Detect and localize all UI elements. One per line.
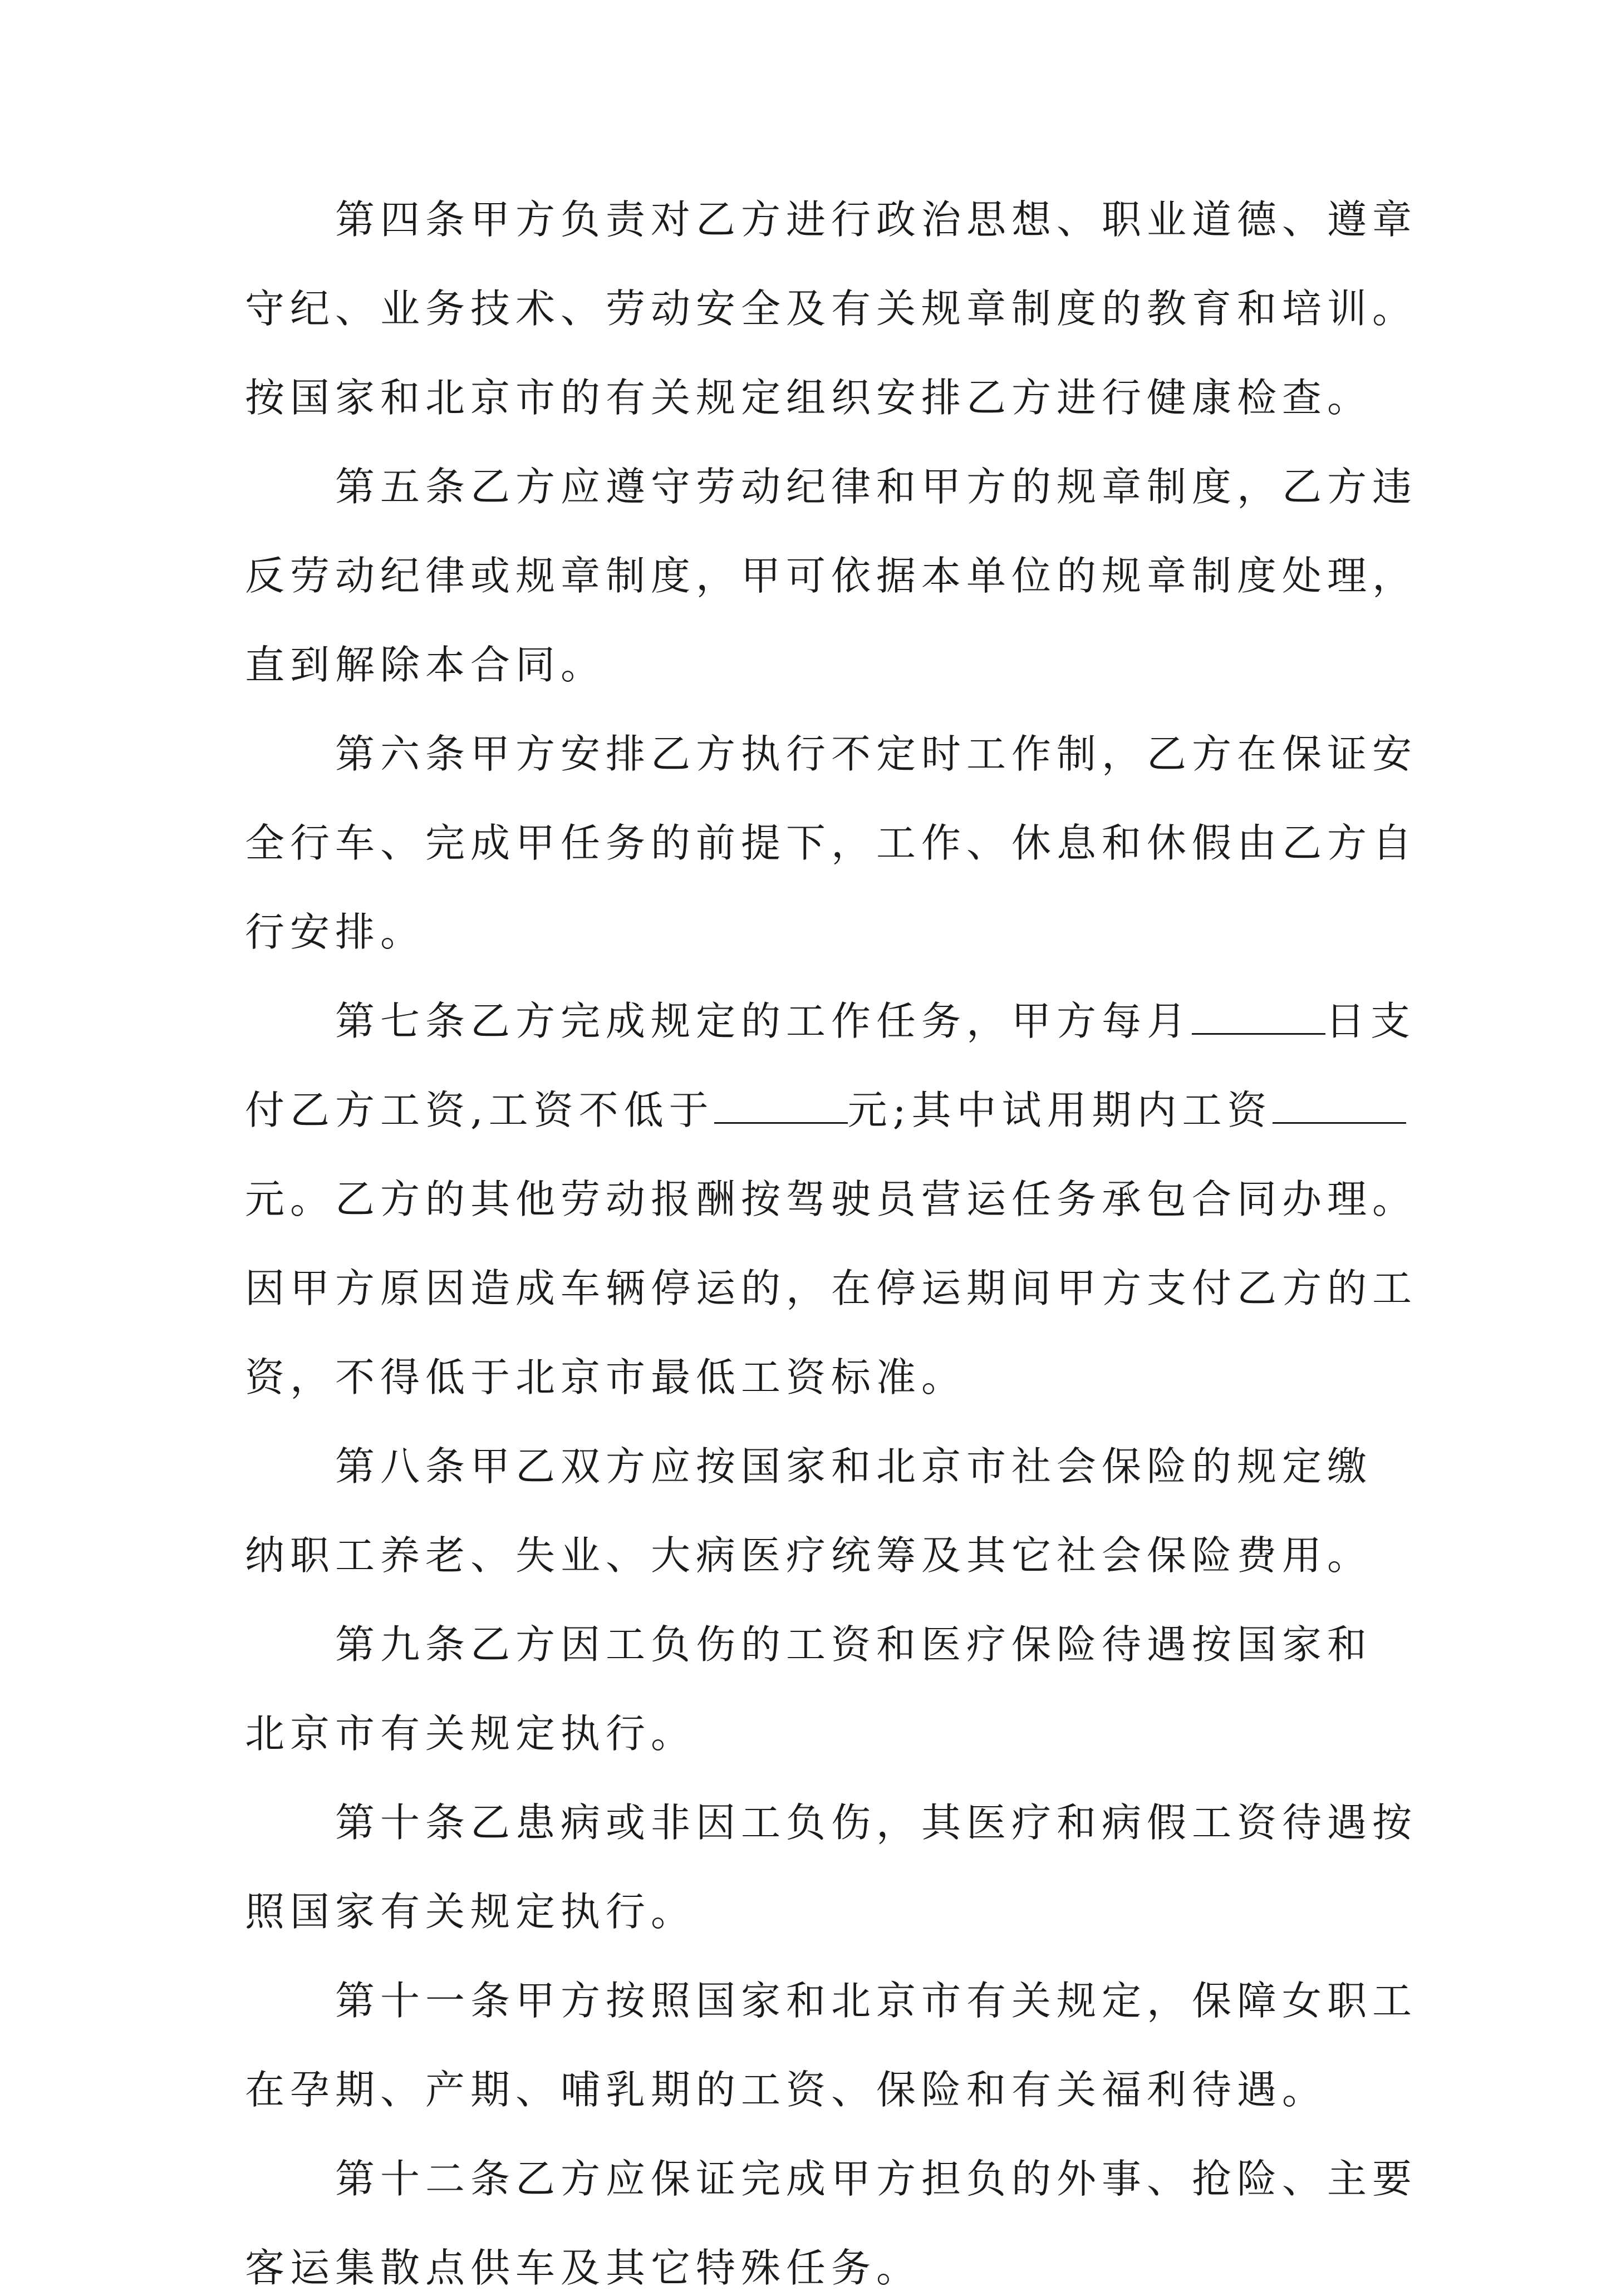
article-5: [245, 459, 1418, 726]
article-7-line-5: 资，不得低于北京市最低工资标准。: [245, 1354, 967, 1400]
article-10-line-2: 照国家有关规定执行。: [245, 1889, 696, 1935]
payday-blank: [1192, 994, 1325, 1035]
article-7-line-2-mid: 元;其中试用期内工资: [847, 1087, 1273, 1133]
article-11-line-2: 在孕期、产期、哺乳期的工资、保险和有关福利待遇。: [245, 2067, 1328, 2113]
article-4: [245, 192, 1418, 459]
article-7-line-1: [245, 994, 1416, 1049]
article-12-line-1: 第十二条乙方应保证完成甲方担负的外事、抢险、主要: [335, 2156, 1418, 2202]
article-9-line-2: 北京市有关规定执行。: [245, 1710, 696, 1757]
article-4-line-3: 按国家和北京市的有关规定组织安排乙方进行健康检查。: [245, 375, 1373, 421]
article-7-line-1-tail: 日支: [1325, 998, 1416, 1044]
article-6-line-3: 行安排。: [245, 909, 426, 955]
article-6-line-2: 全行车、完成甲任务的前提下，工作、休息和休假由乙方自: [245, 820, 1418, 866]
article-6-line-1: 第六条甲方安排乙方执行不定时工作制，乙方在保证安: [335, 731, 1418, 777]
article-4-line-2: 守纪、业务技术、劳动安全及有关规章制度的教育和培训。: [245, 286, 1418, 332]
article-9-line-1: 第九条乙方因工负伤的工资和医疗保险待遇按国家和: [335, 1621, 1373, 1668]
article-11: [245, 1973, 1418, 2151]
article-5-line-1: 第五条乙方应遵守劳动纪律和甲方的规章制度，乙方违: [335, 464, 1418, 510]
article-6: [245, 726, 1418, 994]
article-5-line-3: 直到解除本合同。: [245, 642, 606, 688]
article-7-line-4: 因甲方原因造成车辆停运的，在停运期间甲方支付乙方的工: [245, 1265, 1418, 1311]
article-8: [245, 1439, 1373, 1617]
article-10: [245, 1795, 1418, 1973]
article-7-line-3: 元。乙方的其他劳动报酬按驾驶员营运任务承包合同办理。: [245, 1176, 1418, 1222]
article-4-line-1: 第四条甲方负责对乙方进行政治思想、职业道德、遵章: [335, 196, 1418, 243]
article-5-line-2: 反劳动纪律或规章制度，甲可依据本单位的规章制度处理，: [245, 553, 1418, 599]
article-8-line-1: 第八条甲乙双方应按国家和北京市社会保险的规定缴: [335, 1443, 1373, 1489]
article-7-line-1-text: 第七条乙方完成规定的工作任务，甲方每月: [335, 998, 1192, 1044]
document-body: [245, 192, 1418, 2296]
article-10-line-1: 第十条乙患病或非因工负伤，其医疗和病假工资待遇按: [335, 1800, 1418, 1846]
article-11-line-1: 第十一条甲方按照国家和北京市有关规定，保障女职工: [335, 1978, 1418, 2024]
article-8-line-2: 纳职工养老、失业、大病医疗统筹及其它社会保险费用。: [245, 1532, 1373, 1579]
article-12-line-2: 客运集散点供车及其它特殊任务。: [245, 2245, 922, 2291]
article-7-line-2-text: 付乙方工资,工资不低于: [245, 1087, 714, 1133]
salary-blank: [714, 1083, 848, 1124]
article-9: [245, 1617, 1373, 1795]
article-7: [245, 994, 1418, 1439]
probation-salary-blank: [1273, 1083, 1406, 1124]
article-12: [245, 2151, 1418, 2296]
article-7-line-2: [245, 1083, 1369, 1138]
